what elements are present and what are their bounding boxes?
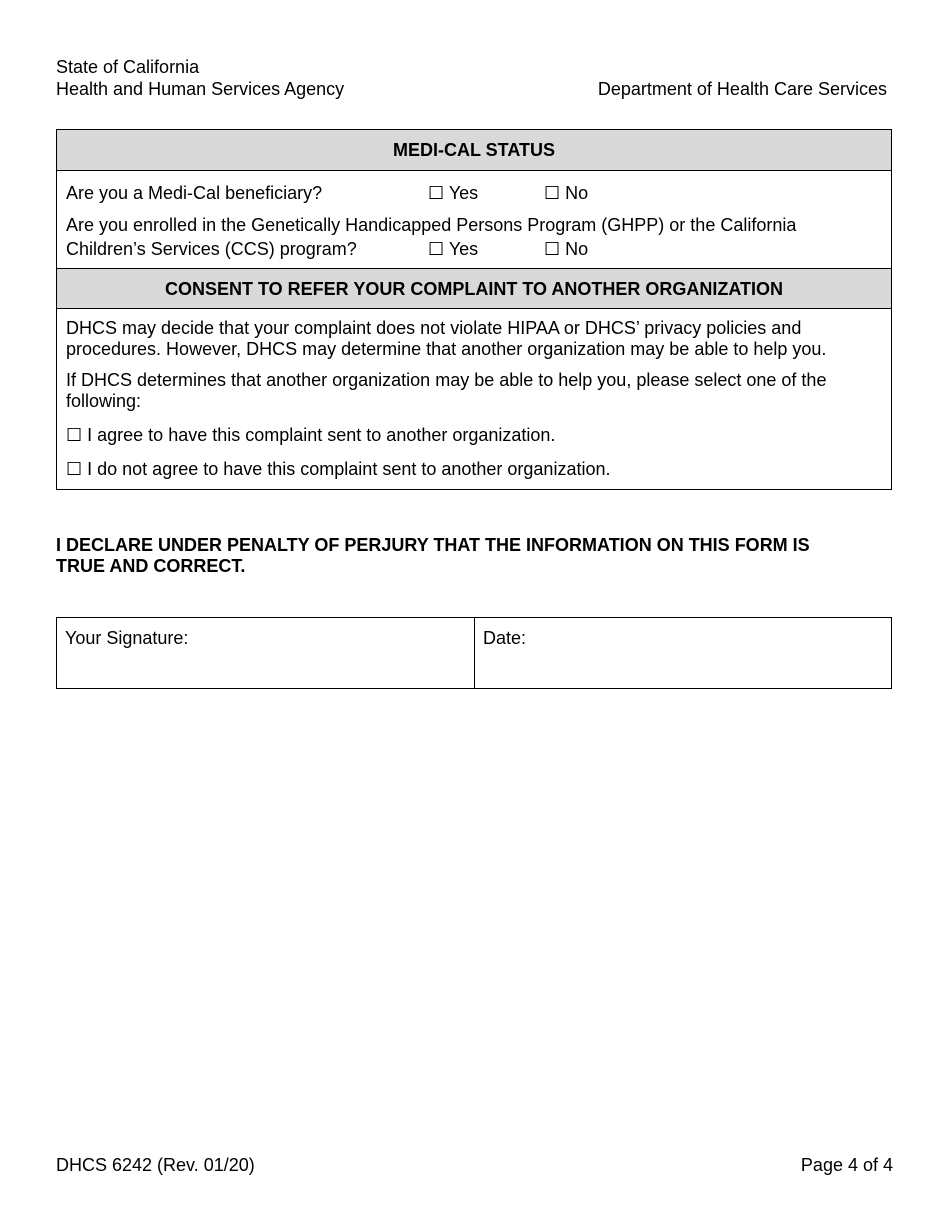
consent-agree-checkbox[interactable]: ☐ I agree to have this complaint sent to another organization.	[66, 425, 556, 445]
ghpp-ccs-yes-checkbox[interactable]: ☐ Yes	[428, 239, 479, 259]
ghpp-ccs-question-line2: Children’s Services (CCS) program?	[66, 239, 357, 259]
section-title-consent: CONSENT TO REFER YOUR COMPLAINT TO ANOTHER ORGANIZATION	[57, 268, 891, 309]
perjury-declaration-line2: TRUE AND CORRECT.	[56, 556, 246, 576]
beneficiary-no-checkbox[interactable]: ☐ No	[544, 183, 589, 203]
consent-disagree-checkbox[interactable]: ☐ I do not agree to have this complaint sent to another organization.	[66, 459, 611, 479]
ghpp-ccs-question-line1: Are you enrolled in the Genetically Handicapped Persons Program (GHPP) or the California	[66, 215, 797, 235]
medi-cal-content	[57, 171, 891, 268]
medi-cal-beneficiary-row	[66, 182, 882, 204]
consent-paragraph-2-line2: following:	[66, 391, 142, 411]
perjury-declaration	[56, 535, 896, 577]
header-state: State of California	[56, 57, 200, 77]
signature-field[interactable]	[57, 618, 474, 688]
footer-page-number: Page 4 of 4	[800, 1155, 893, 1175]
date-label: Date:	[483, 628, 527, 648]
ghpp-ccs-row	[66, 238, 882, 260]
date-field[interactable]	[474, 618, 891, 688]
consent-paragraph-2-line1: If DHCS determines that another organization may be able to help you, please select one of the	[66, 370, 827, 390]
header-agency-name: Health and Human Services Agency	[56, 79, 345, 99]
form-section-box	[56, 129, 892, 490]
footer-form-id: DHCS 6242 (Rev. 01/20)	[56, 1155, 255, 1175]
medi-cal-beneficiary-question: Are you a Medi-Cal beneficiary?	[66, 183, 323, 203]
consent-paragraph-1-line2: procedures. However, DHCS may determine that another organization may be able to help you.	[66, 339, 827, 359]
beneficiary-yes-checkbox[interactable]: ☐ Yes	[428, 183, 479, 203]
signature-table	[56, 617, 892, 689]
consent-paragraph-1-line1: DHCS may decide that your complaint does not violate HIPAA or DHCS’ privacy policies and	[66, 318, 802, 338]
consent-paragraph-1	[66, 318, 882, 360]
header-agency	[56, 56, 344, 100]
header-department: Department of Health Care Services	[597, 79, 887, 99]
perjury-declaration-line1: I DECLARE UNDER PENALTY OF PERJURY THAT THE INFORMATION ON THIS FORM IS	[56, 535, 810, 555]
signature-label: Your Signature:	[65, 628, 189, 648]
consent-paragraph-2	[66, 370, 882, 412]
section-title-medi-cal: MEDI-CAL STATUS	[57, 130, 891, 171]
consent-content	[57, 309, 891, 489]
ghpp-ccs-no-checkbox[interactable]: ☐ No	[544, 239, 589, 259]
